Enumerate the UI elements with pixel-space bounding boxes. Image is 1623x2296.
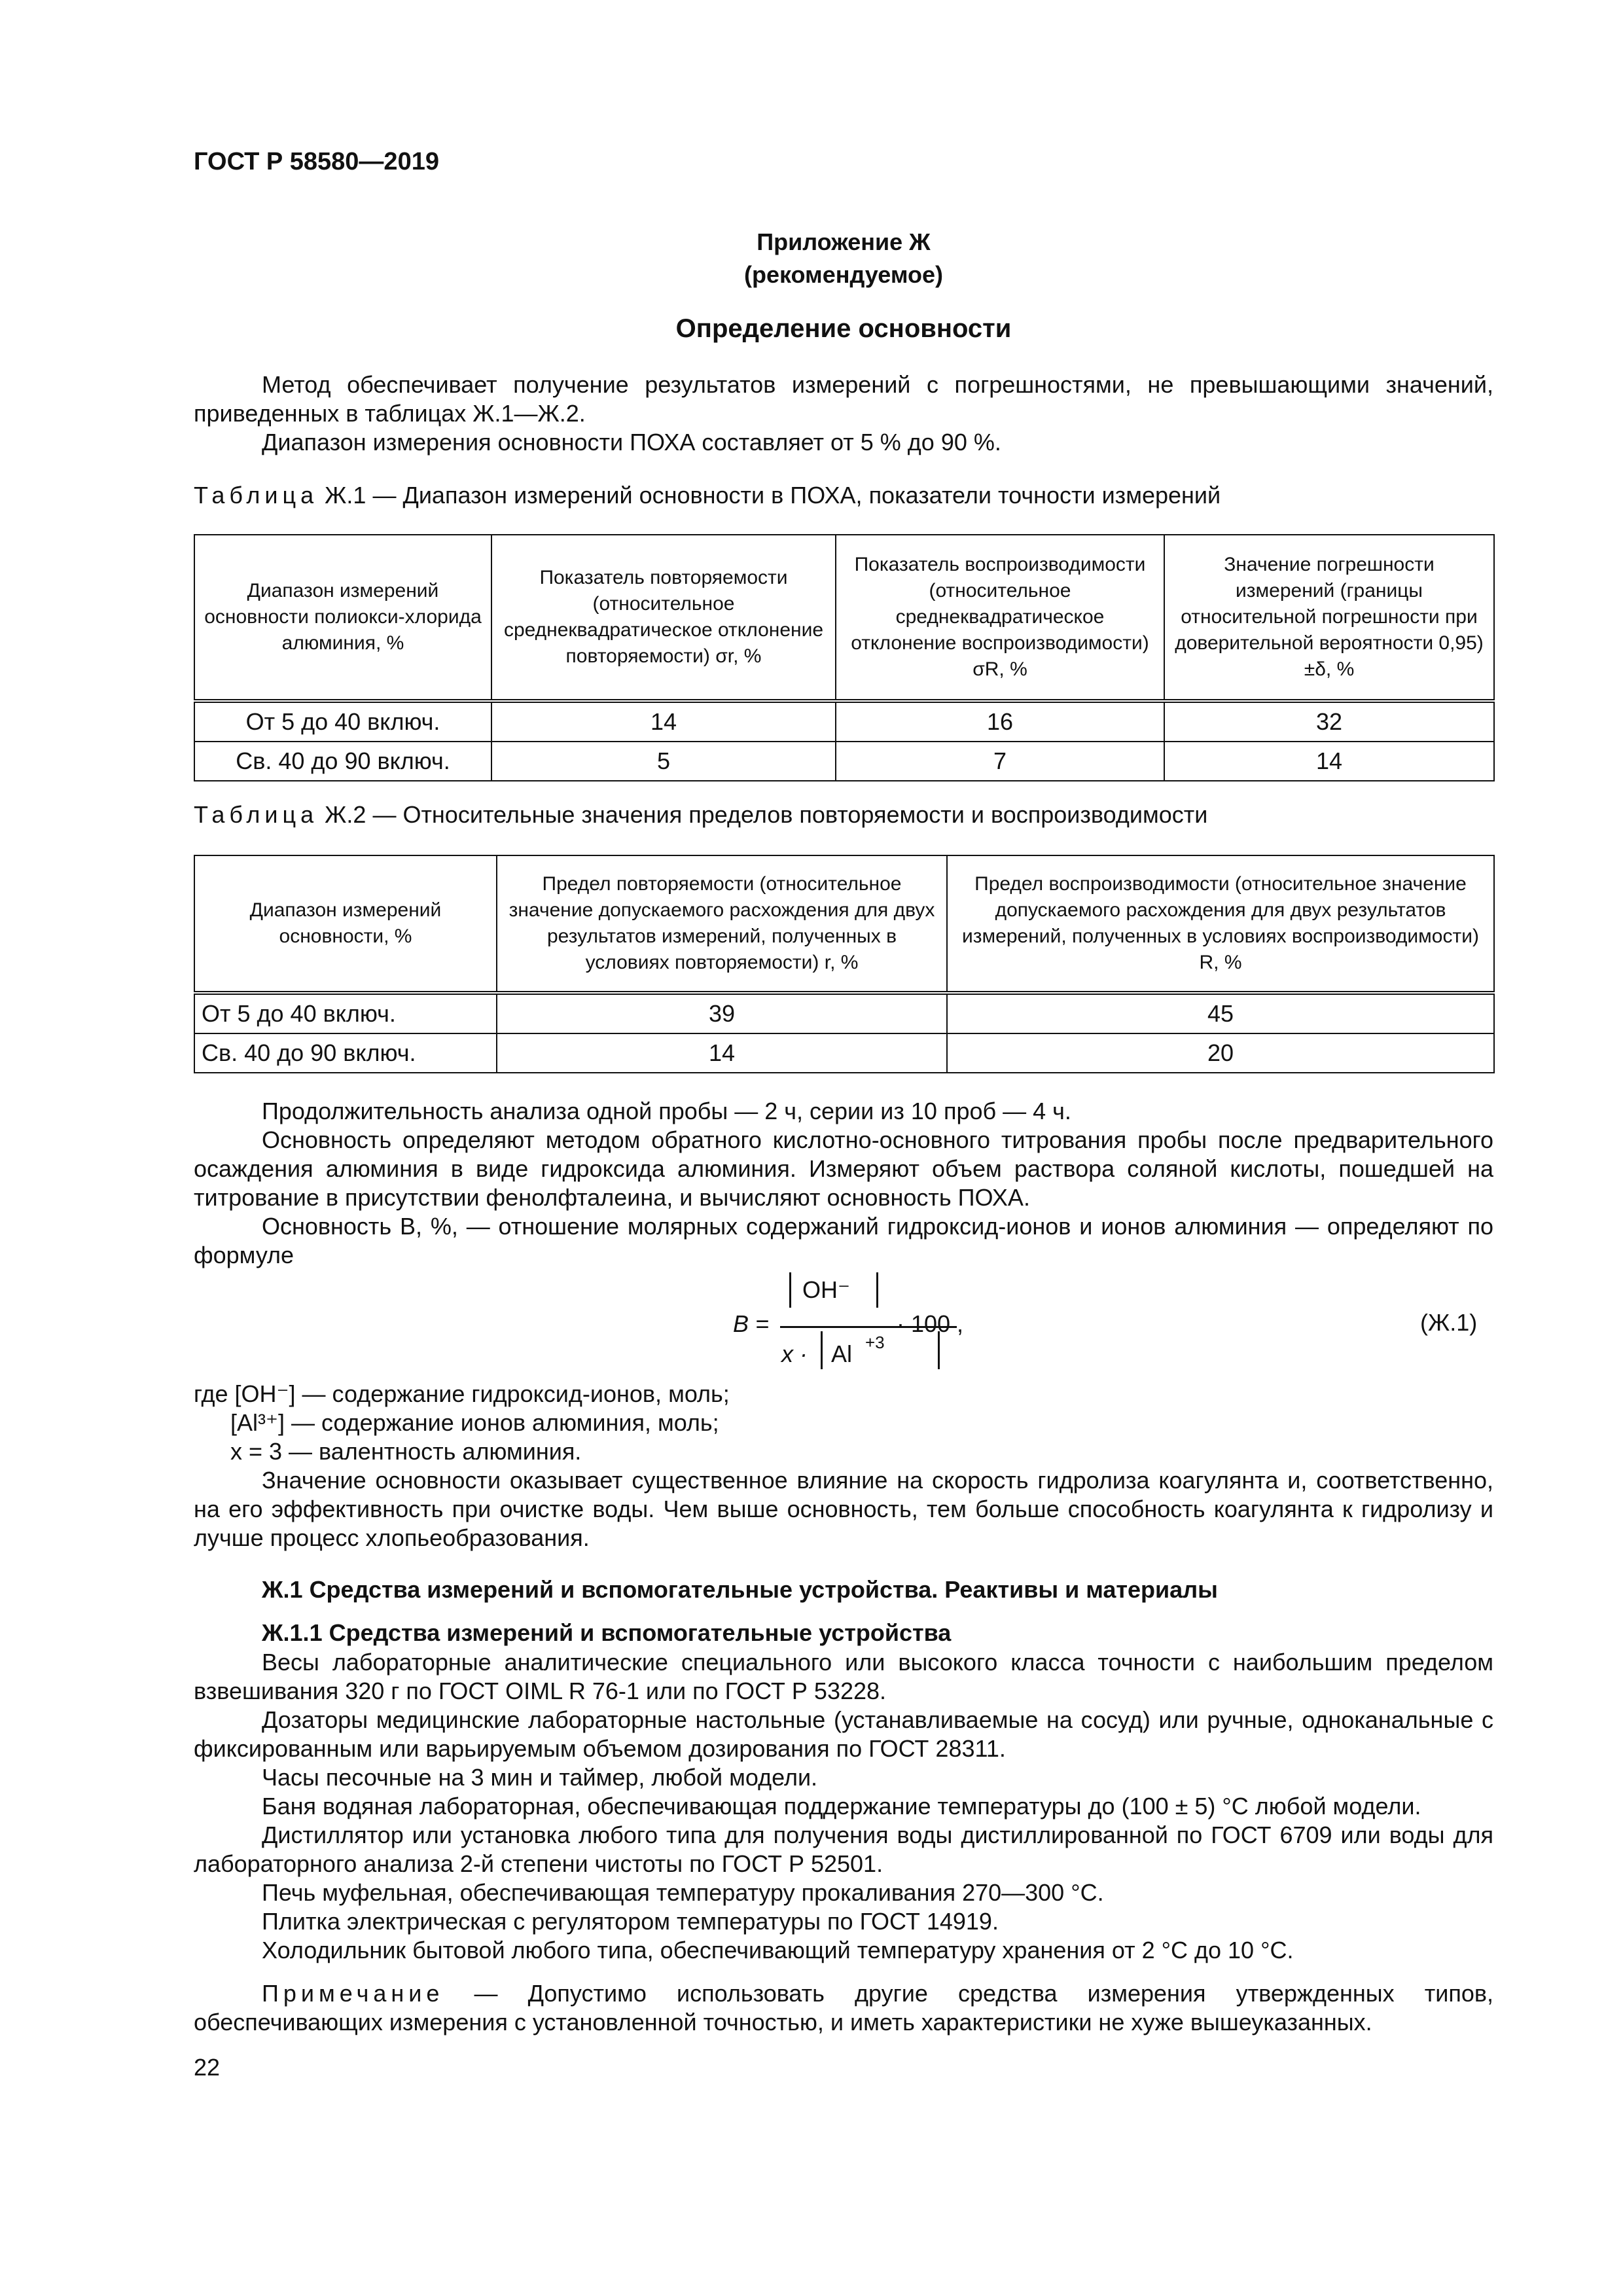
table-cell: 5 bbox=[491, 742, 836, 781]
table-cell: 32 bbox=[1164, 701, 1494, 742]
table1-caption-text: Ж.1 — Диапазон измерений основности в ПОХА, показатели точности измерений bbox=[325, 482, 1221, 509]
method-paragraph-3: Основность B, %, — отношение молярных содержаний гидроксид-ионов и ионов алюминия — определяют по формуле bbox=[194, 1213, 1493, 1268]
formula-j1 bbox=[725, 1270, 1000, 1374]
list-item: Баня водяная лабораторная, обеспечивающая поддержание температуры до (100 ± 5) °С любой модели. bbox=[262, 1793, 1421, 1820]
intro-paragraph-1: Метод обеспечивает получение результатов измерений с погрешностями, не превышающими значений, приведенных в таблицах Ж.1—Ж.2. bbox=[194, 371, 1493, 427]
table-j2 bbox=[194, 855, 1495, 1073]
section-title: Определение основности bbox=[675, 314, 1012, 343]
list-item: Дозаторы медицинские лабораторные настольные (устанавливаемые на сосуд) или ручные, одноканальные с фиксированным или варьируемым объемом дозирования по ГОСТ 28311. bbox=[194, 1706, 1493, 1762]
table-cell: 14 bbox=[1164, 742, 1494, 781]
table1-header-reproducibility: Показатель воспроизводимости (относительное среднеквадратическое отклонение воспроизводимости) σR, % bbox=[836, 535, 1164, 701]
method-paragraph-2: Основность определяют методом обратного кислотно-основного титрования пробы после предварительного осаждения алюминия в виде гидроксида алюминия. Измеряют объем раствора соляной кислоты, пошедшей на титрование в присутствии фенолфталеина, и вычисляют основность ПОХА. bbox=[194, 1126, 1493, 1211]
where-line-1: где [OH⁻] — содержание гидроксид-ионов, моль; bbox=[194, 1380, 730, 1407]
table1-header-repeatability: Показатель повторяемости (относительное среднеквадратическое отклонение повторяемости) σr, % bbox=[491, 535, 836, 701]
formula-lhs: B = bbox=[733, 1310, 770, 1337]
where-line-2: [Al³⁺] — содержание ионов алюминия, моль; bbox=[230, 1409, 719, 1436]
list-item: Дистиллятор или установка любого типа для получения воды дистиллированной по ГОСТ 6709 или воды для лабораторного анализа 2-й степени чистоты по ГОСТ Р 52501. bbox=[194, 1821, 1493, 1877]
table2-caption-label: Таблица bbox=[194, 801, 319, 828]
table-cell: Св. 40 до 90 включ. bbox=[194, 1033, 497, 1073]
significance-paragraph: Значение основности оказывает существенное влияние на скорость гидролиза коагулянта и, соответственно, на его эффективность при очистке воды. Чем выше основность, тем больше способность коагулянта к гидролизу и лучше процесс хлопьеобразования. bbox=[194, 1467, 1493, 1551]
table1-caption-label: Таблица bbox=[194, 482, 319, 509]
page-number: 22 bbox=[194, 2054, 221, 2081]
section-j11-heading: Ж.1.1 Средства измерений и вспомогательные устройства bbox=[262, 1619, 952, 1646]
table2-caption bbox=[194, 801, 1493, 829]
table1-header-range: Диапазон измерений основности полиокси-хлорида алюминия, % bbox=[194, 535, 491, 701]
table-cell: 14 bbox=[491, 701, 836, 742]
formula-numerator: OH⁻ bbox=[802, 1276, 851, 1303]
formula-denominator-x: x · bbox=[781, 1340, 808, 1367]
table-row bbox=[194, 1033, 1494, 1073]
list-item: Весы лабораторные аналитические специального или высокого класса точности с наибольшим пределом взвешивания 320 г по ГОСТ OIML R 76-1 или по ГОСТ Р 53228. bbox=[194, 1649, 1493, 1704]
table-cell: Св. 40 до 90 включ. bbox=[194, 742, 491, 781]
table2-header-range: Диапазон измерений основности, % bbox=[194, 855, 497, 993]
table-cell: 7 bbox=[836, 742, 1164, 781]
note-label: Примечание bbox=[262, 1980, 444, 2007]
table-row bbox=[194, 742, 1494, 781]
list-item: Часы песочные на 3 мин и таймер, любой модели. bbox=[262, 1764, 818, 1791]
appendix-heading bbox=[194, 226, 1493, 291]
table-j1 bbox=[194, 534, 1495, 781]
formula-factor: · 100 , bbox=[897, 1310, 964, 1337]
table2-header-repeatability-limit: Предел повторяемости (относительное значение допускаемого расхождения для двух результатов измерений, полученных в условиях повторяемости) r, % bbox=[497, 855, 947, 993]
list-item: Плитка электрическая с регулятором температуры по ГОСТ 14919. bbox=[262, 1908, 999, 1935]
document-id: ГОСТ Р 58580—2019 bbox=[194, 148, 439, 175]
note bbox=[194, 1979, 1493, 2037]
section-j1-heading: Ж.1 Средства измерений и вспомогательные устройства. Реактивы и материалы bbox=[262, 1576, 1218, 1603]
appendix-title: Приложение Ж bbox=[757, 228, 931, 255]
where-line-3: x = 3 — валентность алюминия. bbox=[230, 1438, 582, 1465]
appendix-subtitle: (рекомендуемое) bbox=[744, 261, 943, 288]
table-cell: 16 bbox=[836, 701, 1164, 742]
table-cell: 20 bbox=[947, 1033, 1494, 1073]
formula-denominator-charge: +3 bbox=[865, 1333, 885, 1352]
table1-header-error: Значение погрешности измерений (границы относительной погрешности при доверительной вероятности 0,95) ±δ, % bbox=[1164, 535, 1494, 701]
formula-number: (Ж.1) bbox=[1420, 1309, 1478, 1336]
table-cell: 14 bbox=[497, 1033, 947, 1073]
table-row bbox=[194, 993, 1494, 1033]
table1-caption bbox=[194, 482, 1493, 509]
table-cell: 39 bbox=[497, 993, 947, 1033]
table-cell: От 5 до 40 включ. bbox=[194, 993, 497, 1033]
list-item: Печь муфельная, обеспечивающая температуру прокаливания 270—300 °С. bbox=[262, 1879, 1104, 1906]
table2-caption-text: Ж.2 — Относительные значения пределов повторяемости и воспроизводимости bbox=[325, 801, 1208, 828]
table-row bbox=[194, 701, 1494, 742]
list-item: Холодильник бытовой любого типа, обеспечивающий температуру хранения от 2 °С до 10 °С. bbox=[262, 1937, 1294, 1964]
table-cell: 45 bbox=[947, 993, 1494, 1033]
intro-paragraph-2: Диапазон измерения основности ПОХА составляет от 5 % до 90 %. bbox=[262, 429, 1001, 456]
note-text: — Допустимо использовать другие средства измерения утвержденных типов, обеспечивающих измерения с установленной точностью, и иметь характеристики не хуже вышеуказанных. bbox=[194, 1980, 1493, 2036]
table-cell: От 5 до 40 включ. bbox=[194, 701, 491, 742]
method-paragraph-1: Продолжительность анализа одной пробы — 2 ч, серии из 10 проб — 4 ч. bbox=[262, 1098, 1071, 1124]
table2-header-reproducibility-limit: Предел воспроизводимости (относительное значение допускаемого расхождения для двух результатов измерений, полученных в условиях воспроизводимости) R, % bbox=[947, 855, 1494, 993]
formula-denominator-ion: Al bbox=[831, 1340, 853, 1367]
